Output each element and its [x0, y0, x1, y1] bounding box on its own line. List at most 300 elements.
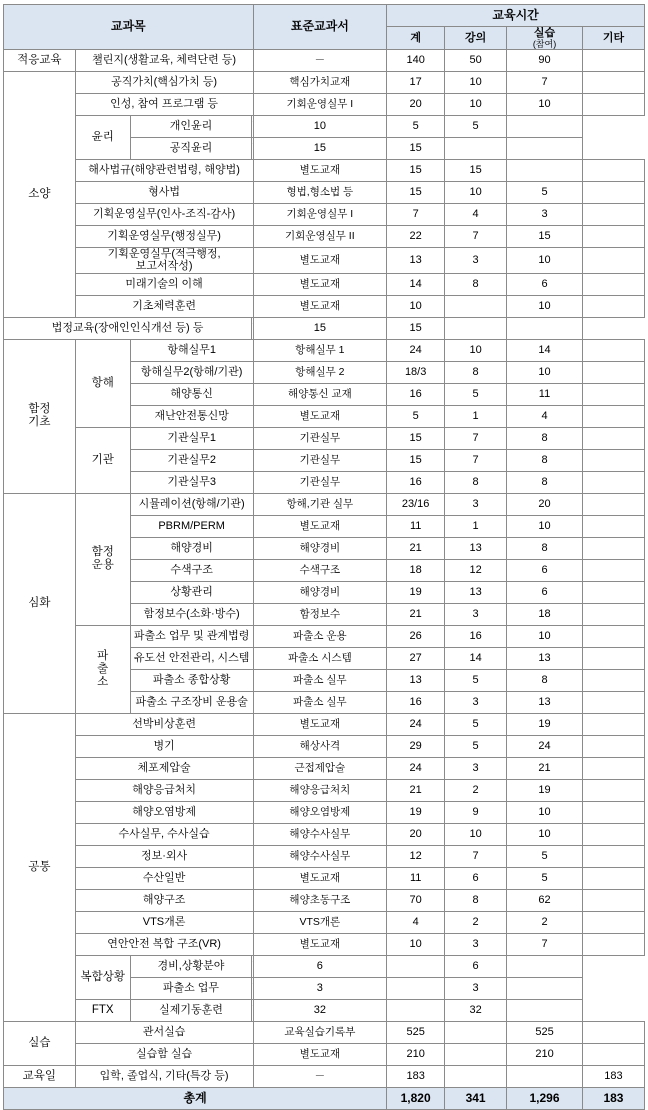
hours-total: 210: [387, 1043, 445, 1065]
hours-etc: [507, 115, 583, 137]
hours-practice: 6: [507, 273, 583, 295]
table-row: [4, 911, 645, 933]
hours-practice: 10: [507, 247, 583, 273]
textbook-name: 해양초동구조: [253, 889, 387, 911]
hours-etc: [582, 559, 644, 581]
hours-practice: 10: [507, 361, 583, 383]
subject-name: 실제기동훈련: [130, 999, 251, 1021]
subject-name: 유도선 안전관리, 시스템: [130, 647, 253, 669]
subject-name: 해양구조: [75, 889, 253, 911]
total-etc: 183: [582, 1087, 644, 1109]
category-level1: 심화: [4, 493, 76, 713]
hours-lecture: [445, 1021, 507, 1043]
total-lecture: 341: [445, 1087, 507, 1109]
textbook-name: 별도교재: [253, 713, 387, 735]
hours-lecture: 16: [445, 625, 507, 647]
hours-etc: [582, 933, 644, 955]
category-level1: 공통: [4, 713, 76, 1021]
hours-etc: [582, 1021, 644, 1043]
hours-practice: 18: [507, 603, 583, 625]
header-hours-practice: [507, 27, 583, 50]
hours-total: 19: [387, 801, 445, 823]
hours-etc: [582, 691, 644, 713]
hours-lecture: 14: [445, 647, 507, 669]
subject-name: 시뮬레이션(항해/기관): [130, 493, 253, 515]
hours-etc: [582, 471, 644, 493]
subject-name: 해양통신: [130, 383, 253, 405]
table-row: [4, 845, 645, 867]
table-row: [4, 159, 645, 181]
hours-total: 3: [253, 977, 387, 999]
textbook-name: 해양응급처치: [253, 779, 387, 801]
hours-etc: [582, 867, 644, 889]
textbook-name: 해양수사실무: [253, 845, 387, 867]
hours-lecture: 3: [445, 247, 507, 273]
table-row: [4, 1021, 645, 1043]
textbook-name: 별도교재: [253, 1043, 387, 1065]
hours-total: 183: [387, 1065, 445, 1087]
hours-etc: [582, 427, 644, 449]
textbook-name: 해양경비: [253, 581, 387, 603]
hours-practice: [445, 137, 507, 159]
hours-etc: [582, 515, 644, 537]
hours-total: 26: [387, 625, 445, 647]
subject-name: 공직가치(핵심가치 등): [75, 71, 253, 93]
textbook-name: 수색구조: [253, 559, 387, 581]
subject-name: 기관실무3: [130, 471, 253, 493]
hours-etc: [582, 247, 644, 273]
category-level2: 파 출 소: [75, 625, 130, 713]
hours-practice: 11: [507, 383, 583, 405]
textbook-name: 해양경비: [253, 537, 387, 559]
textbook-name: 별도교재: [253, 933, 387, 955]
textbook-name: 해양수사실무: [253, 823, 387, 845]
hours-etc: [582, 405, 644, 427]
hours-lecture: 15: [387, 317, 445, 339]
table-row: [4, 295, 645, 317]
category-level1: 적응교육: [4, 49, 76, 71]
hours-total: 20: [387, 93, 445, 115]
textbook-name: 별도교재: [253, 867, 387, 889]
hours-practice: 6: [507, 559, 583, 581]
hours-total: 5: [387, 405, 445, 427]
hours-total: 32: [253, 999, 387, 1021]
hours-etc: [582, 49, 644, 71]
subject-name: 실습함 실습: [75, 1043, 253, 1065]
hours-lecture: 8: [445, 889, 507, 911]
hours-etc: [582, 339, 644, 361]
hours-lecture: 7: [445, 449, 507, 471]
hours-etc: [582, 273, 644, 295]
hours-lecture: 15: [445, 159, 507, 181]
hours-total: 14: [387, 273, 445, 295]
hours-practice: 6: [507, 581, 583, 603]
textbook-name: 항해실무 1: [253, 339, 387, 361]
hours-lecture: 9: [445, 801, 507, 823]
subject-name: 해양응급처치: [75, 779, 253, 801]
hours-lecture: 8: [445, 471, 507, 493]
header-subject: 교과목: [4, 5, 254, 50]
category-level2: 항해: [75, 339, 130, 427]
textbook-name: 해양오염방제: [253, 801, 387, 823]
hours-etc: [582, 625, 644, 647]
hours-lecture: 3: [445, 933, 507, 955]
table-row: [4, 823, 645, 845]
hours-practice: 24: [507, 735, 583, 757]
curriculum-table: [3, 4, 645, 1110]
hours-etc: [582, 361, 644, 383]
hours-practice: 7: [507, 71, 583, 93]
category-level2: FTX: [75, 999, 130, 1021]
hours-etc: [582, 889, 644, 911]
hours-practice: 10: [507, 515, 583, 537]
hours-total: 27: [387, 647, 445, 669]
subject-name: 체포제압술: [75, 757, 253, 779]
subject-name: 수사실무, 수사실습: [75, 823, 253, 845]
table-row: [4, 889, 645, 911]
table-row: [4, 1043, 645, 1065]
subject-name: VTS개론: [75, 911, 253, 933]
hours-lecture: 3: [445, 493, 507, 515]
hours-total: 13: [387, 669, 445, 691]
subject-name: 미래기술의 이해: [75, 273, 253, 295]
hours-total: 16: [387, 471, 445, 493]
hours-total: 19: [387, 581, 445, 603]
hours-lecture: 5: [445, 669, 507, 691]
hours-practice: 210: [507, 1043, 583, 1065]
hours-lecture: 12: [445, 559, 507, 581]
hours-practice: 8: [507, 537, 583, 559]
category-level1: 함정 기초: [4, 339, 76, 493]
hours-total: 7: [387, 203, 445, 225]
hours-practice: 10: [507, 295, 583, 317]
hours-practice: 19: [507, 713, 583, 735]
hours-lecture: 10: [445, 93, 507, 115]
hours-etc: [582, 295, 644, 317]
category-level2: 함정 운용: [75, 493, 130, 625]
category-level2: 윤리: [75, 115, 130, 159]
subject-name: 재난안전통신망: [130, 405, 253, 427]
hours-total: 11: [387, 867, 445, 889]
hours-lecture: 5: [387, 115, 445, 137]
table-row: [4, 93, 645, 115]
hours-lecture: 13: [445, 537, 507, 559]
table-row: [4, 757, 645, 779]
hours-etc: [507, 955, 583, 977]
textbook-name: 항해실무 2: [253, 361, 387, 383]
table-row: [4, 273, 645, 295]
textbook-name: 해상사격: [253, 735, 387, 757]
table-row: [4, 339, 645, 361]
table-row: [4, 181, 645, 203]
hours-total: 24: [387, 339, 445, 361]
hours-etc: [582, 449, 644, 471]
textbook-name: 기관실무: [253, 427, 387, 449]
subject-name: 해양오염방제: [75, 801, 253, 823]
hours-etc: [582, 647, 644, 669]
textbook-name: 해양통신 교재: [253, 383, 387, 405]
hours-total: 16: [387, 383, 445, 405]
textbook-name: 파출소 실무: [253, 691, 387, 713]
hours-lecture: [387, 955, 445, 977]
hours-total: 10: [387, 933, 445, 955]
textbook-name: 기회운영실무 I: [253, 93, 387, 115]
hours-lecture: 5: [445, 735, 507, 757]
hours-lecture: 2: [445, 779, 507, 801]
hours-etc: [582, 845, 644, 867]
subject-name: 수색구조: [130, 559, 253, 581]
hours-etc: [582, 581, 644, 603]
hours-practice: 7: [507, 933, 583, 955]
hours-total: 70: [387, 889, 445, 911]
textbook-name: 형법,형소법 등: [253, 181, 387, 203]
subject-name: 입학, 졸업식, 기타(특강 등): [75, 1065, 253, 1087]
hours-total: 15: [387, 181, 445, 203]
subject-name: 기획운영실무(행정실무): [75, 225, 253, 247]
hours-lecture: 1: [445, 405, 507, 427]
hours-total: 4: [387, 911, 445, 933]
hours-practice: 10: [507, 625, 583, 647]
hours-practice: 20: [507, 493, 583, 515]
hours-total: 22: [387, 225, 445, 247]
hours-practice: 62: [507, 889, 583, 911]
subject-name: 병기: [75, 735, 253, 757]
total-sum: 1,820: [387, 1087, 445, 1109]
hours-practice: 525: [507, 1021, 583, 1043]
hours-lecture: 10: [445, 181, 507, 203]
hours-total: 20: [387, 823, 445, 845]
textbook-name: 별도교재: [253, 405, 387, 427]
subject-name: 파출소 구조장비 운용술: [130, 691, 253, 713]
hours-practice: 6: [445, 955, 507, 977]
hours-lecture: 50: [445, 49, 507, 71]
hours-total: 16: [387, 691, 445, 713]
hours-practice: [445, 317, 507, 339]
total-practice: 1,296: [507, 1087, 583, 1109]
table-row: [4, 49, 645, 71]
header-hours-practice-label: 실습: [533, 27, 556, 39]
hours-etc: 183: [582, 1065, 644, 1087]
subject-name: 법정교육(장애인인식개선 등) 등: [4, 317, 252, 339]
hours-lecture: 10: [445, 339, 507, 361]
hours-etc: [582, 537, 644, 559]
subject-name: 경비,상황분야: [130, 955, 251, 977]
table-row: [4, 493, 645, 515]
hours-total: 21: [387, 603, 445, 625]
table-row: [4, 801, 645, 823]
category-level1: 소양: [4, 71, 76, 317]
total-label: 총계: [4, 1087, 387, 1109]
hours-etc: [582, 93, 644, 115]
table-row: [4, 999, 645, 1021]
subject-name: 항해실무2(항해/기관): [130, 361, 253, 383]
hours-lecture: [387, 999, 445, 1021]
hours-lecture: [445, 1065, 507, 1087]
hours-total: 15: [253, 317, 387, 339]
subject-name: 상황관리: [130, 581, 253, 603]
hours-total: 15: [387, 159, 445, 181]
table-row: [4, 247, 645, 273]
hours-etc: [582, 1043, 644, 1065]
hours-etc: [507, 977, 583, 999]
hours-total: 15: [387, 449, 445, 471]
textbook-name: 기관실무: [253, 449, 387, 471]
header-hours-total: 계: [387, 27, 445, 50]
hours-practice: 13: [507, 647, 583, 669]
hours-practice: 8: [507, 471, 583, 493]
textbook-name: －: [253, 49, 387, 71]
hours-lecture: 3: [445, 691, 507, 713]
hours-lecture: 7: [445, 427, 507, 449]
hours-total: 10: [253, 115, 387, 137]
hours-lecture: [445, 295, 507, 317]
hours-lecture: 4: [445, 203, 507, 225]
hours-lecture: 2: [445, 911, 507, 933]
textbook-name: 별도교재: [253, 273, 387, 295]
table-body: [4, 49, 645, 1109]
textbook-name: 별도교재: [253, 247, 387, 273]
table-row: [4, 203, 645, 225]
hours-total: 13: [387, 247, 445, 273]
hours-practice: [507, 159, 583, 181]
table-row: [4, 713, 645, 735]
hours-lecture: 7: [445, 225, 507, 247]
textbook-name: 별도교재: [253, 295, 387, 317]
hours-etc: [582, 225, 644, 247]
subject-name: 기획운영실무(적극행정, 보고서작성): [75, 247, 253, 273]
header-hours: 교육시간: [387, 5, 645, 27]
table-row: [4, 317, 645, 339]
hours-etc: [582, 757, 644, 779]
hours-practice: 8: [507, 427, 583, 449]
hours-practice: 5: [507, 181, 583, 203]
hours-practice: 13: [507, 691, 583, 713]
hours-practice: 10: [507, 823, 583, 845]
hours-etc: [582, 159, 644, 181]
table-row: [4, 71, 645, 93]
header-hours-practice-note: (참여): [532, 38, 557, 49]
subject-name: 인성, 참여 프로그램 등: [75, 93, 253, 115]
table-row: [4, 225, 645, 247]
hours-practice: 21: [507, 757, 583, 779]
textbook-name: 파출소 실무: [253, 669, 387, 691]
hours-practice: 8: [507, 669, 583, 691]
hours-practice: 32: [445, 999, 507, 1021]
subject-name: 공직윤리: [130, 137, 251, 159]
hours-etc: [582, 713, 644, 735]
table-row: [4, 1065, 645, 1087]
textbook-name: 핵심가치교재: [253, 71, 387, 93]
subject-name: 연안안전 복합 구조(VR): [75, 933, 253, 955]
hours-total: 12: [387, 845, 445, 867]
hours-lecture: 8: [445, 273, 507, 295]
hours-lecture: 8: [445, 361, 507, 383]
hours-practice: 5: [445, 115, 507, 137]
hours-practice: 10: [507, 93, 583, 115]
hours-lecture: 3: [445, 757, 507, 779]
hours-total: 6: [253, 955, 387, 977]
table-row: [4, 933, 645, 955]
textbook-name: 파출소 시스템: [253, 647, 387, 669]
hours-etc: [582, 911, 644, 933]
subject-name: 해양경비: [130, 537, 253, 559]
hours-etc: [582, 383, 644, 405]
subject-name: 항해실무1: [130, 339, 253, 361]
textbook-name: 항해,기관 실무: [253, 493, 387, 515]
hours-etc: [582, 181, 644, 203]
total-row: [4, 1087, 645, 1109]
textbook-name: 기회운영실무 II: [253, 225, 387, 247]
hours-practice: 90: [507, 49, 583, 71]
textbook-name: 파출소 운용: [253, 625, 387, 647]
hours-etc: [582, 823, 644, 845]
hours-total: 24: [387, 757, 445, 779]
hours-lecture: [387, 977, 445, 999]
hours-practice: 5: [507, 867, 583, 889]
hours-practice: 3: [445, 977, 507, 999]
hours-lecture: 5: [445, 383, 507, 405]
table-row: [4, 625, 645, 647]
hours-total: 23/16: [387, 493, 445, 515]
hours-lecture: 13: [445, 581, 507, 603]
hours-lecture: 15: [387, 137, 445, 159]
hours-total: 15: [253, 137, 387, 159]
hours-total: 10: [387, 295, 445, 317]
table-row: [4, 867, 645, 889]
hours-etc: [507, 137, 583, 159]
hours-lecture: 3: [445, 603, 507, 625]
hours-total: 21: [387, 537, 445, 559]
hours-total: 21: [387, 779, 445, 801]
subject-name: 기획운영실무(인사-조직-감사): [75, 203, 253, 225]
hours-practice: 8: [507, 449, 583, 471]
hours-lecture: 1: [445, 515, 507, 537]
hours-etc: [582, 669, 644, 691]
hours-practice: 14: [507, 339, 583, 361]
subject-name: 기초체력훈련: [75, 295, 253, 317]
subject-name: 선박비상훈련: [75, 713, 253, 735]
subject-name: 기관실무1: [130, 427, 253, 449]
hours-total: 15: [387, 427, 445, 449]
hours-lecture: 10: [445, 823, 507, 845]
subject-name: 파출소 종합상황: [130, 669, 253, 691]
subject-name: 파출소 업무 및 관계법령: [130, 625, 253, 647]
hours-lecture: 5: [445, 713, 507, 735]
hours-total: 24: [387, 713, 445, 735]
category-level2: 기관: [75, 427, 130, 493]
subject-name: 정보·외사: [75, 845, 253, 867]
textbook-name: 근접제압술: [253, 757, 387, 779]
subject-name: 함정보수(소화·방수): [130, 603, 253, 625]
hours-etc: [582, 603, 644, 625]
textbook-name: 기회운영실무 I: [253, 203, 387, 225]
hours-etc: [582, 735, 644, 757]
subject-name: 챌린지(생활교육, 체력단련 등): [75, 49, 253, 71]
category-level1: 교육일: [4, 1065, 76, 1087]
header-hours-etc: 기타: [582, 27, 644, 50]
hours-etc: [582, 779, 644, 801]
textbook-name: 기관실무: [253, 471, 387, 493]
subject-name: 해사법규(해양관련법령, 해양법): [75, 159, 253, 181]
table-row: [4, 779, 645, 801]
hours-practice: 2: [507, 911, 583, 933]
header-hours-lecture: 강의: [445, 27, 507, 50]
hours-etc: [507, 999, 583, 1021]
hours-etc: [507, 317, 583, 339]
hours-total: 17: [387, 71, 445, 93]
hours-lecture: 10: [445, 71, 507, 93]
table-header: [4, 5, 645, 50]
